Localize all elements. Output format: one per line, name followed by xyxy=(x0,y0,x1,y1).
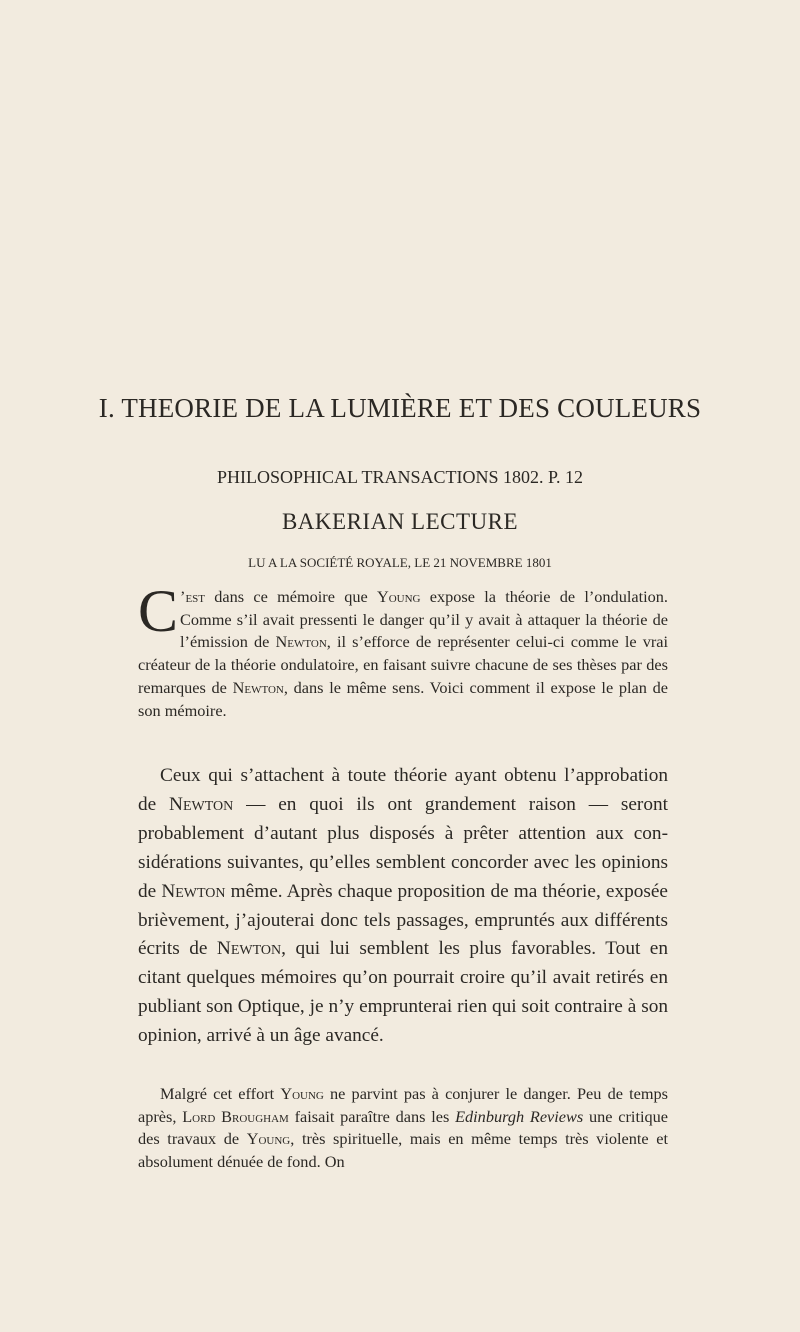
reading-date-line: LU A LA SOCIÉTÉ ROYALE, LE 21 NOVEMBRE 1801 xyxy=(248,555,552,570)
text-run: une critique des travaux de xyxy=(138,1106,668,1149)
paragraph-3 xyxy=(138,1083,668,1174)
text-run: même. Après chaque proposition de ma théorie, exposée brièvement, j’ajouterai donc tels passages, empruntés aux différents écrits de xyxy=(138,880,668,960)
author-name-newton: Newton xyxy=(161,880,226,902)
author-name-newton: Newton xyxy=(169,793,234,815)
author-name-brougham: Lord Brougham xyxy=(182,1106,289,1126)
journal-title: Edinburgh Reviews xyxy=(455,1106,584,1126)
lecture-title: BAKERIAN LECTURE xyxy=(281,509,519,534)
text-run: — en quoi ils ont grandement raison — seront probablement d’autant plus disposés à prêter attention aux considérations suivantes, qu’elles semblent concorder avec les opinions de xyxy=(138,793,668,902)
text-run: dans ce mémoire que xyxy=(205,587,377,606)
text-run: faisait paraître dans les xyxy=(288,1106,456,1126)
text-run: , dans le même sens. Voici comment il expose le plan de son mémoire. xyxy=(138,677,668,720)
author-name-newton: Newton xyxy=(216,938,282,960)
author-name-young: Young xyxy=(280,1084,324,1103)
text-run: Ceux qui s’attachent à toute théorie ayant obtenu l’approbation de xyxy=(138,765,668,815)
author-name-young: Young xyxy=(246,1129,291,1149)
author-name-newton: Newton xyxy=(232,677,284,697)
paragraph-2-quotation xyxy=(138,762,668,1051)
author-name-young: Young xyxy=(376,587,421,606)
paragraph-1 xyxy=(138,578,669,722)
text-run: , très spirituelle, mais en même temps très violente et absolument dénuée de fond. On xyxy=(138,1129,668,1172)
author-name-newton: Newton xyxy=(275,632,327,652)
text-run: , il s’efforce de représenter celui-ci comme le vrai créateur de la théorie ondulatoire, en faisant suivre chacune de ses thèses par des remarques de xyxy=(138,632,669,697)
text-run: Malgré cet effort xyxy=(160,1084,281,1103)
text-run: expose la théorie de l’ondulation. Comme s’il avait pressenti le danger qu’il y avait à attaquer la théorie de l’émission de xyxy=(180,587,668,652)
text-run: ’est xyxy=(180,587,206,606)
text-run: , qui lui semblent les plus favorables. Tout en citant quelques mémoires qu’on pourrait croire qu’il avait retirés en publiant son Optique, je n’y emprunterai rien qui soit contraire à son opinion, arrivé à un âge avancé. xyxy=(138,938,669,1047)
source-reference: PHILOSOPHICAL TRANSACTIONS 1802. P. 12 xyxy=(216,467,584,487)
text-run: ne parvint pas à conjurer le danger. Peu de temps après, xyxy=(138,1084,668,1126)
chapter-title: I. THEORIE DE LA LUMIÈRE ET DES COULEURS xyxy=(98,393,702,423)
drop-cap: C xyxy=(138,578,179,644)
